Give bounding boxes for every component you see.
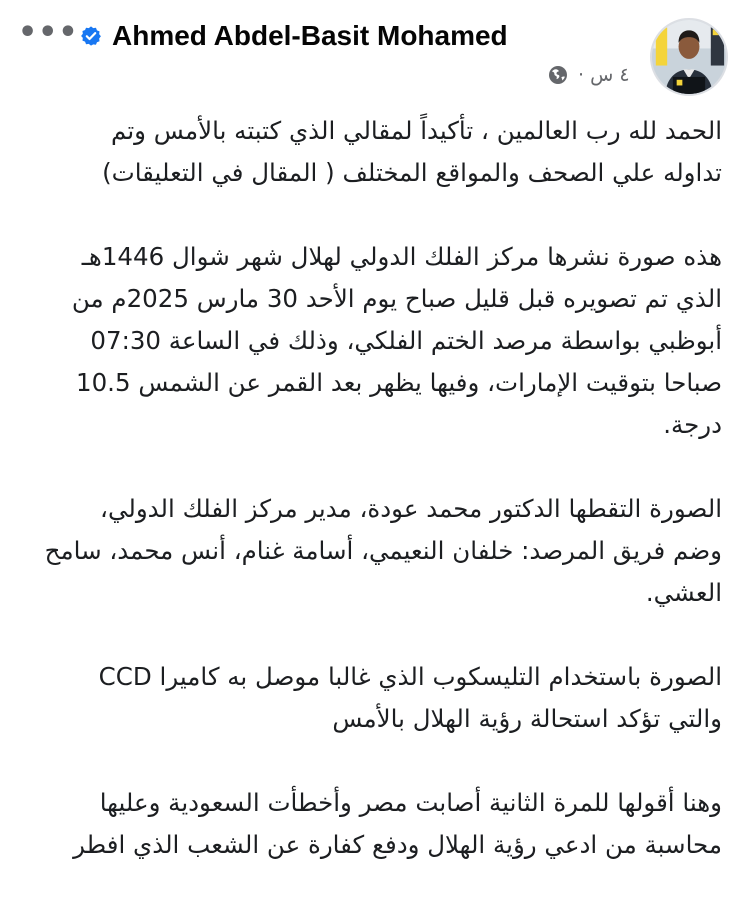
post-text-line: هذه صورة نشرها مركز الفلك الدولي لهلال شهر شوال 1446هـ bbox=[81, 242, 722, 271]
avatar-photo-icon bbox=[652, 20, 726, 94]
post-header bbox=[0, 0, 750, 100]
post-paragraph bbox=[30, 488, 722, 614]
post-text-line: صباحا بتوقيت الإمارات، وفيها يظهر بعد القمر عن الشمس 10.5 bbox=[76, 368, 722, 397]
post-text-line: الصورة التقطها الدكتور محمد عودة، مدير مركز الفلك الدولي، bbox=[100, 494, 722, 523]
post-text-line: تداوله علي الصحف والمواقع المختلف ( المقال في التعليقات) bbox=[102, 158, 722, 187]
post-text-line: درجة. bbox=[663, 410, 722, 439]
post-meta bbox=[548, 62, 630, 88]
avatar[interactable] bbox=[650, 18, 728, 96]
author-line bbox=[80, 14, 508, 58]
globe-icon bbox=[548, 65, 568, 85]
post-text-line: الحمد لله رب العالمين ، تأكيداً لمقالي الذي كتبته بالأمس وتم bbox=[111, 116, 722, 145]
post-timestamp[interactable]: ٤ س · bbox=[578, 64, 630, 86]
post-body bbox=[30, 110, 722, 866]
post-paragraph bbox=[30, 782, 722, 866]
post-text-line: محاسبة من ادعي رؤية الهلال ودفع كفارة عن الشعب الذي افطر bbox=[73, 830, 722, 859]
post-paragraph bbox=[30, 236, 722, 446]
verified-badge-icon bbox=[80, 25, 102, 47]
post-paragraph bbox=[30, 656, 722, 740]
author-name[interactable]: Ahmed Abdel-Basit Mohamed bbox=[112, 20, 508, 51]
post-text-line: والتي تؤكد استحالة رؤية الهلال بالأمس bbox=[332, 704, 722, 733]
post-paragraph bbox=[30, 110, 722, 194]
post-text-line: وضم فريق المرصد: خلفان النعيمي، أسامة غنام، أنس محمد، سامح bbox=[44, 536, 722, 565]
post-text-line: العشي. bbox=[645, 578, 722, 607]
post-text-line: وهنا أقولها للمرة الثانية أصابت مصر وأخطأت السعودية وعليها bbox=[99, 788, 722, 817]
more-options-icon[interactable]: ••• bbox=[18, 15, 79, 50]
post-text-line: الذي تم تصويره قبل قليل صباح يوم الأحد 30 مارس 2025م من bbox=[71, 284, 722, 313]
post-text-line: الصورة باستخدام التليسكوب الذي غالبا موصل به كاميرا CCD bbox=[98, 662, 722, 691]
post-text-line: أبوظبي بواسطة مرصد الختم الفلكي، وذلك في الساعة 07:30 bbox=[90, 326, 722, 355]
